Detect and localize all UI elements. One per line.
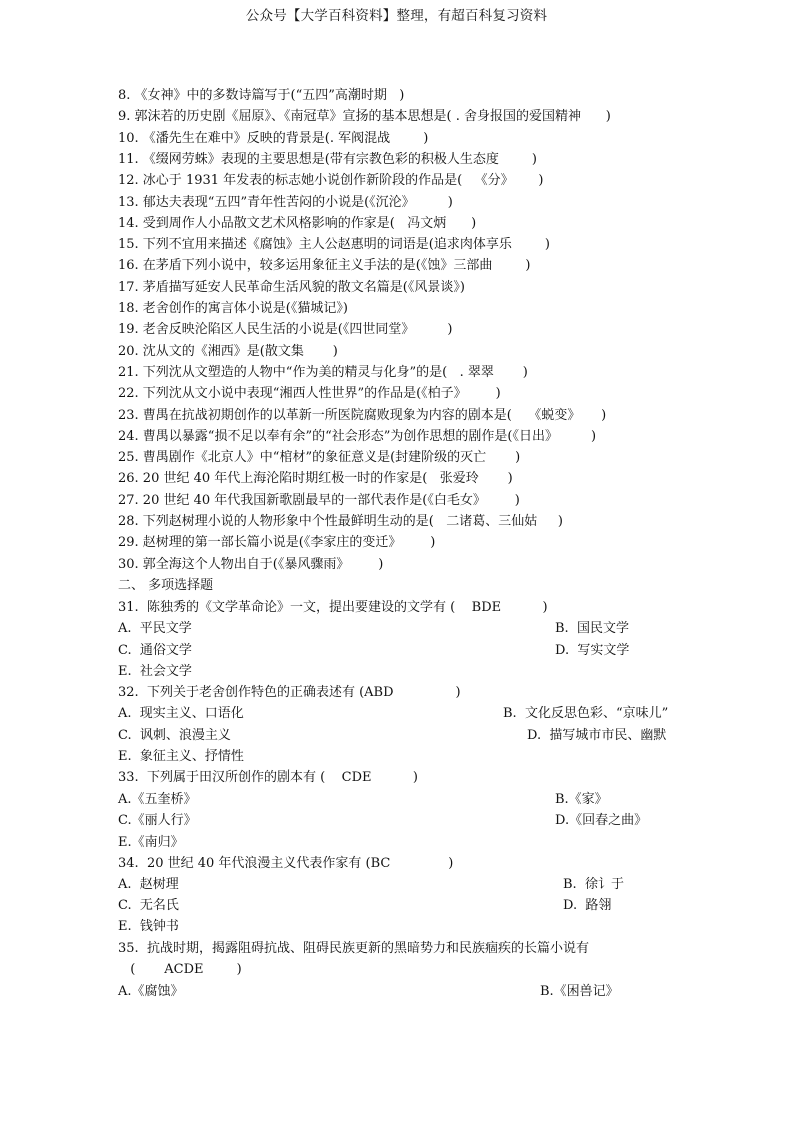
question-31-stem: 31. 陈独秀的《文学革命论》一文，提出要建设的文学有 ( BDE ) <box>118 600 548 615</box>
question-line: 11. 《缀网劳蛛》表现的主要思想是(带有宗教色彩的积极人生态度 ) <box>118 151 538 167</box>
q34-option-a: A. 赵树理 <box>118 877 179 892</box>
q34-option-d: D. 路翎 <box>563 898 612 913</box>
q33-option-a: A.《五奎桥》 <box>118 792 197 807</box>
q31-option-d: D. 写实文学 <box>555 643 630 658</box>
question-line: 23. 曹禺在抗战初期创作的以革新一所医院腐败现象为内容的剧本是( 《蜕变》 ) <box>118 407 607 423</box>
q34-option-b: B. 徐讠于 <box>563 877 624 892</box>
question-line: 20. 沈从文的《湘西》是(散文集 ) <box>118 343 338 359</box>
question-line: 18. 老舍创作的寓言体小说是(《猫城记》) <box>118 301 348 316</box>
question-line: 12. 冰心于 1931 年发表的标志她小说创作新阶段的作品是( 《分》 ) <box>118 173 544 189</box>
question-line: 28. 下列赵树理小说的人物形象中个性最鲜明生动的是( 二诸葛、三仙姑 ) <box>118 514 564 529</box>
q31-option-a: A. 平民文学 <box>118 621 192 636</box>
question-line: 26. 20 世纪 40 年代上海沦陷时期红极一时的作家是( 张爱玲 ) <box>118 471 513 487</box>
question-line: 19. 老舍反映沦陷区人民生活的小说是(《四世同堂》 ) <box>118 322 453 338</box>
question-line: 8. 《女神》中的多数诗篇写于(“五四”高潮时期 ) <box>118 88 405 103</box>
question-line: 29. 赵树理的第一部长篇小说是(《李家庄的变迁》 ) <box>118 535 436 551</box>
q33-option-d: D.《回春之曲》 <box>555 813 648 828</box>
question-line: 30. 郭全海这个人物出自于(《暴风骤雨》 ) <box>118 556 384 572</box>
page-header: 公众号【大学百科资料】整理，有超百科复习资料 <box>245 8 548 24</box>
q35-option-b: B.《困兽记》 <box>540 984 619 999</box>
question-line: 14. 受到周作人小品散文艺术风格影响的作家是( 冯文炳 ) <box>118 215 477 231</box>
q35-option-a: A.《腐蚀》 <box>118 984 184 999</box>
question-line: 17. 茅盾描写延安人民革命生活风貌的散文名篇是(《风景谈》) <box>118 279 465 295</box>
question-35-answer: ( ACDE ) <box>122 962 242 977</box>
question-line: 25. 曹禺剧作《北京人》中“棺材”的象征意义是(封建阶级的灭亡 ) <box>118 450 521 466</box>
q33-option-c: C.《丽人行》 <box>118 813 197 828</box>
q32-option-e: E. 象征主义、抒情性 <box>118 749 244 764</box>
question-33-stem: 33. 下列属于田汉所创作的剧本有 ( CDE ) <box>118 770 418 785</box>
q31-option-e: E. 社会文学 <box>118 664 192 679</box>
q32-option-a: A. 现实主义、口语化 <box>118 706 244 721</box>
q33-option-e: E.《南归》 <box>118 835 184 850</box>
question-line: 22. 下列沈从文小说中表现“湘西人性世界”的作品是(《柏子》 ) <box>118 386 501 402</box>
question-line: 15. 下列不宜用来描述《腐蚀》主人公赵惠明的词语是(追求肉体享乐 ) <box>118 237 551 253</box>
question-line: 10. 《潘先生在难中》反映的背景是(. 军阀混战 ) <box>118 130 429 146</box>
question-line: 13. 郁达夫表现“五四”青年性苦闷的小说是(《沉沦》 ) <box>118 194 453 210</box>
question-line: 9. 郭沫若的历史剧《屈原》、《南冠草》宣扬的基本思想是( . 舍身报国的爱国精神 ) <box>118 109 611 125</box>
q32-option-b: B. 文化反思色彩、“京味儿” <box>503 706 669 721</box>
question-line: 27. 20 世纪 40 年代我国新歌剧最早的一部代表作是(《白毛女》 ) <box>118 492 520 508</box>
q34-option-c: C. 无名氏 <box>118 898 179 913</box>
question-34-stem: 34. 20 世纪 40 年代浪漫主义代表作家有 (BC ) <box>118 856 454 871</box>
q32-option-d: D. 描写城市市民、幽默 <box>527 728 667 743</box>
q33-option-b: B.《家》 <box>555 792 608 807</box>
q31-option-c: C. 通俗文学 <box>118 643 192 658</box>
question-line: 21. 下列沈从文塑造的人物中“作为美的精灵与化身”的是( . 翠翠 ) <box>118 364 528 380</box>
q34-option-e: E. 钱钟书 <box>118 919 179 934</box>
q31-option-b: B. 国民文学 <box>555 621 629 636</box>
question-32-stem: 32. 下列关于老舍创作特色的正确表述有 (ABD ) <box>118 685 461 700</box>
question-line: 24. 曹禺以暴露“损不足以奉有余”的“社会形态”为创作思想的剧作是(《日出》 ) <box>118 428 597 444</box>
section-title: 二、 多项选择题 <box>118 577 214 593</box>
q32-option-c: C. 讽刺、浪漫主义 <box>118 728 231 743</box>
question-line: 16. 在茅盾下列小说中，较多运用象征主义手法的是(《蚀》三部曲 ) <box>118 258 531 274</box>
question-35-stem: 35. 抗战时期，揭露阻碍抗战、阻碍民族更新的黑暗势力和民族痼疾的长篇小说有 <box>118 941 589 956</box>
